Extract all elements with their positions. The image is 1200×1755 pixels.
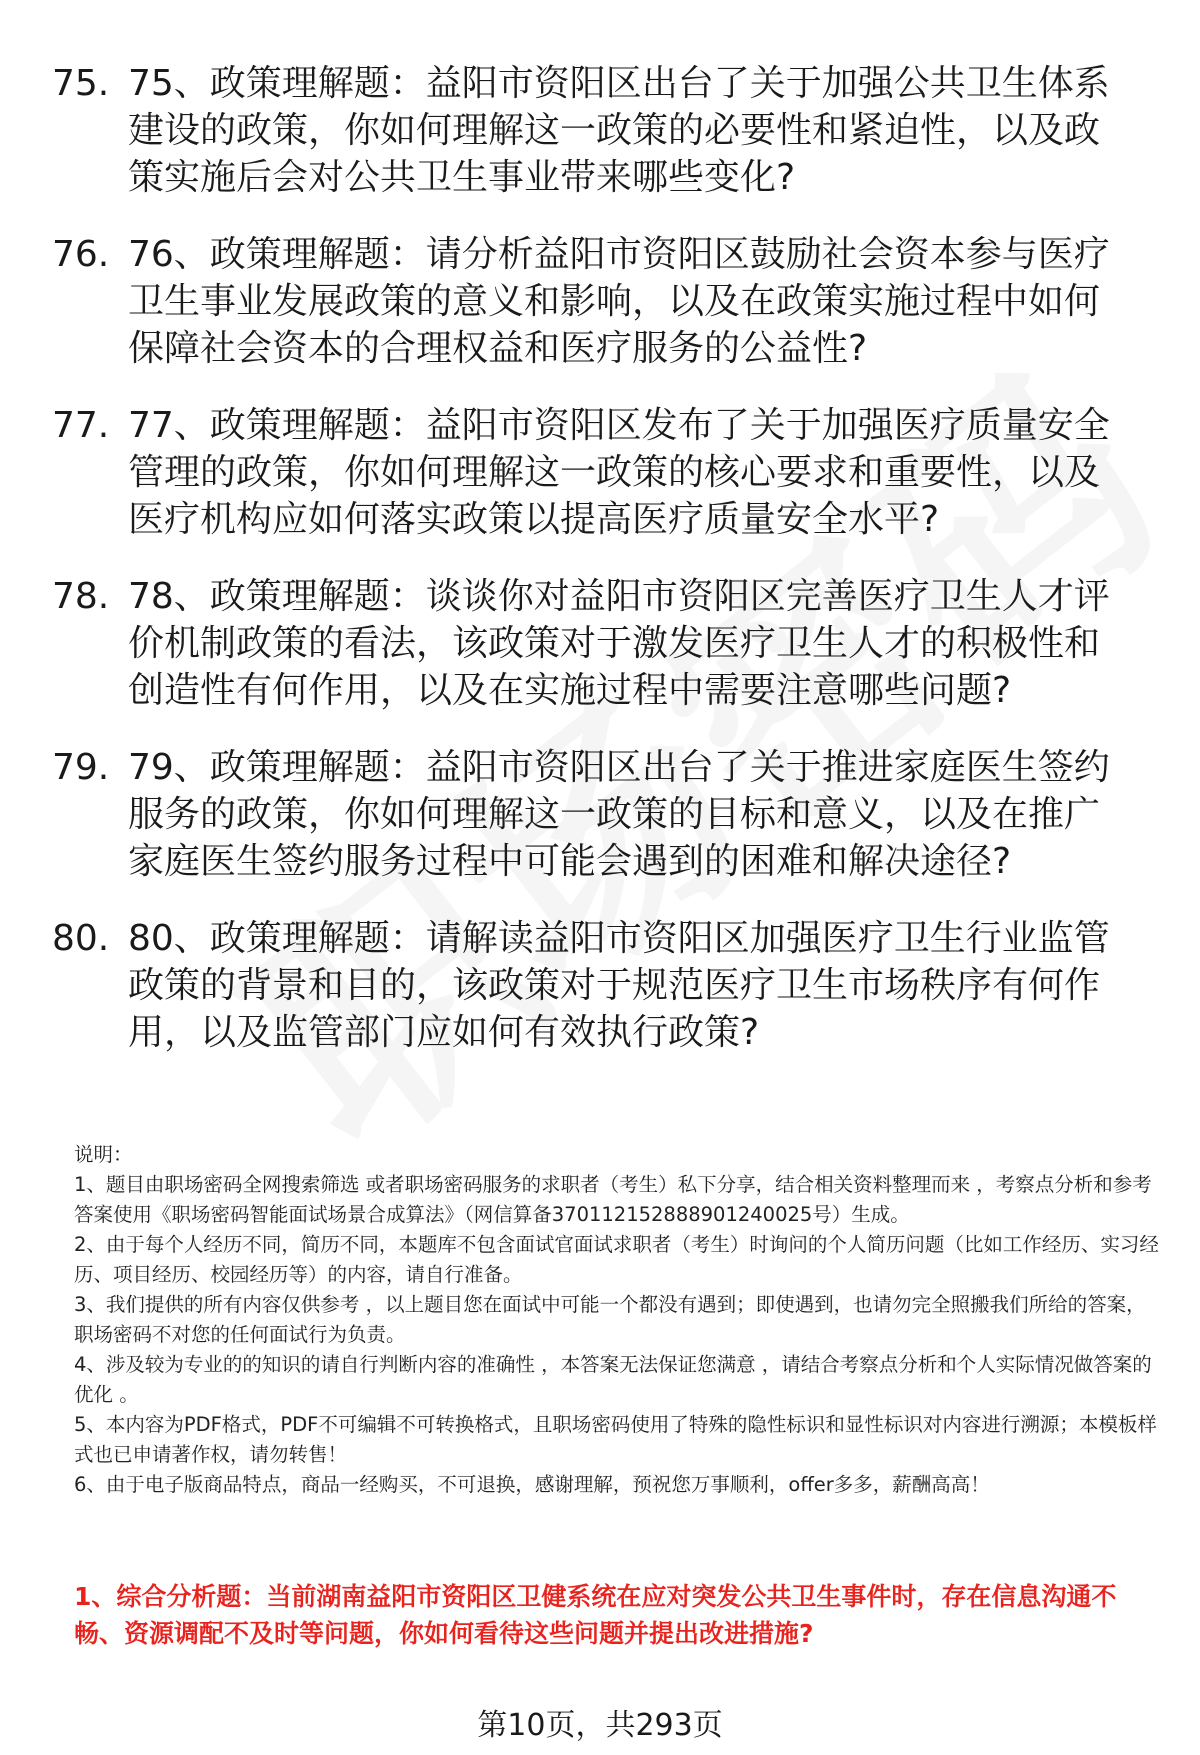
question-list: [52, 60, 1152, 1086]
highlighted-question: 1、综合分析题：当前湖南益阳市资阳区卫健系统在应对突发公共卫生事件时，存在信息沟通不畅、资源调配不及时等问题，你如何看待这些问题并提出改进措施?: [74, 1582, 1117, 1648]
question-text: 77、政策理解题：益阳市资阳区发布了关于加强医疗质量安全管理的政策，你如何理解这一政策的核心要求和重要性，以及医疗机构应如何落实政策以提高医疗质量安全水平?: [128, 405, 1110, 540]
note-item: 5、本内容为PDF格式，PDF不可编辑不可转换格式，且职场密码使用了特殊的隐性标识和显性标识对内容进行溯源；本模板样式也已申请著作权，请勿转售！: [74, 1413, 1157, 1466]
question-number: 79.: [52, 747, 110, 788]
question-item: [52, 231, 1152, 372]
question-item: [52, 915, 1152, 1056]
note-item: 4、涉及较为专业的的知识的请自行判断内容的准确性 ，本答案无法保证您满意 ，请结合考察点分析和个人实际情况做答案的优化 。: [74, 1353, 1152, 1406]
notes-heading: 说明：: [74, 1143, 133, 1166]
question-number: 80.: [52, 918, 110, 959]
question-item: [52, 573, 1152, 714]
question-item: [52, 744, 1152, 885]
question-text: 78、政策理解题：谈谈你对益阳市资阳区完善医疗卫生人才评价机制政策的看法，该政策对于激发医疗卫生人才的积极性和创造性有何作用，以及在实施过程中需要注意哪些问题?: [128, 576, 1110, 711]
question-text: 75、政策理解题：益阳市资阳区出台了关于加强公共卫生体系建设的政策，你如何理解这一政策的必要性和紧迫性，以及政策实施后会对公共卫生事业带来哪些变化?: [128, 63, 1110, 198]
question-text: 79、政策理解题：益阳市资阳区出台了关于推进家庭医生签约服务的政策，你如何理解这一政策的目标和意义，以及在推广家庭医生签约服务过程中可能会遇到的困难和解决途径?: [128, 747, 1110, 882]
question-number: 78.: [52, 576, 110, 617]
note-item: 1、题目由职场密码全网搜索筛选 或者职场密码服务的求职者（考生）私下分享，结合相关资料整理而来 ，考察点分析和参考答案使用《职场密码智能面试场景合成算法》（网信算备370112152888901240025号）生成。: [74, 1173, 1152, 1226]
question-item: [52, 402, 1152, 543]
notes-section: [74, 1140, 1164, 1500]
question-text: 76、政策理解题：请分析益阳市资阳区鼓励社会资本参与医疗卫生事业发展政策的意义和影响，以及在政策实施过程中如何保障社会资本的合理权益和医疗服务的公益性?: [128, 234, 1110, 369]
page-number: 第10页，共293页: [477, 1708, 723, 1743]
question-item: [52, 60, 1152, 201]
note-item: 2、由于每个人经历不同，简历不同，本题库不包含面试官面试求职者（考生）时询问的个人简历问题（比如工作经历、实习经历、项目经历、校园经历等）的内容，请自行准备。: [74, 1233, 1159, 1286]
question-text: 80、政策理解题：请解读益阳市资阳区加强医疗卫生行业监管政策的背景和目的，该政策对于规范医疗卫生市场秩序有何作用，以及监管部门应如何有效执行政策?: [128, 918, 1110, 1053]
note-item: 6、由于电子版商品特点，商品一经购买，不可退换，感谢理解，预祝您万事顺利，offer多多，薪酬高高！: [74, 1473, 990, 1496]
question-number: 77.: [52, 405, 110, 446]
question-number: 76.: [52, 234, 110, 275]
question-number: 75.: [52, 63, 110, 104]
note-item: 3、我们提供的所有内容仅供参考 ，以上题目您在面试中可能一个都没有遇到；即使遇到，也请勿完全照搬我们所给的答案，职场密码不对您的任何面试行为负责。: [74, 1293, 1146, 1346]
